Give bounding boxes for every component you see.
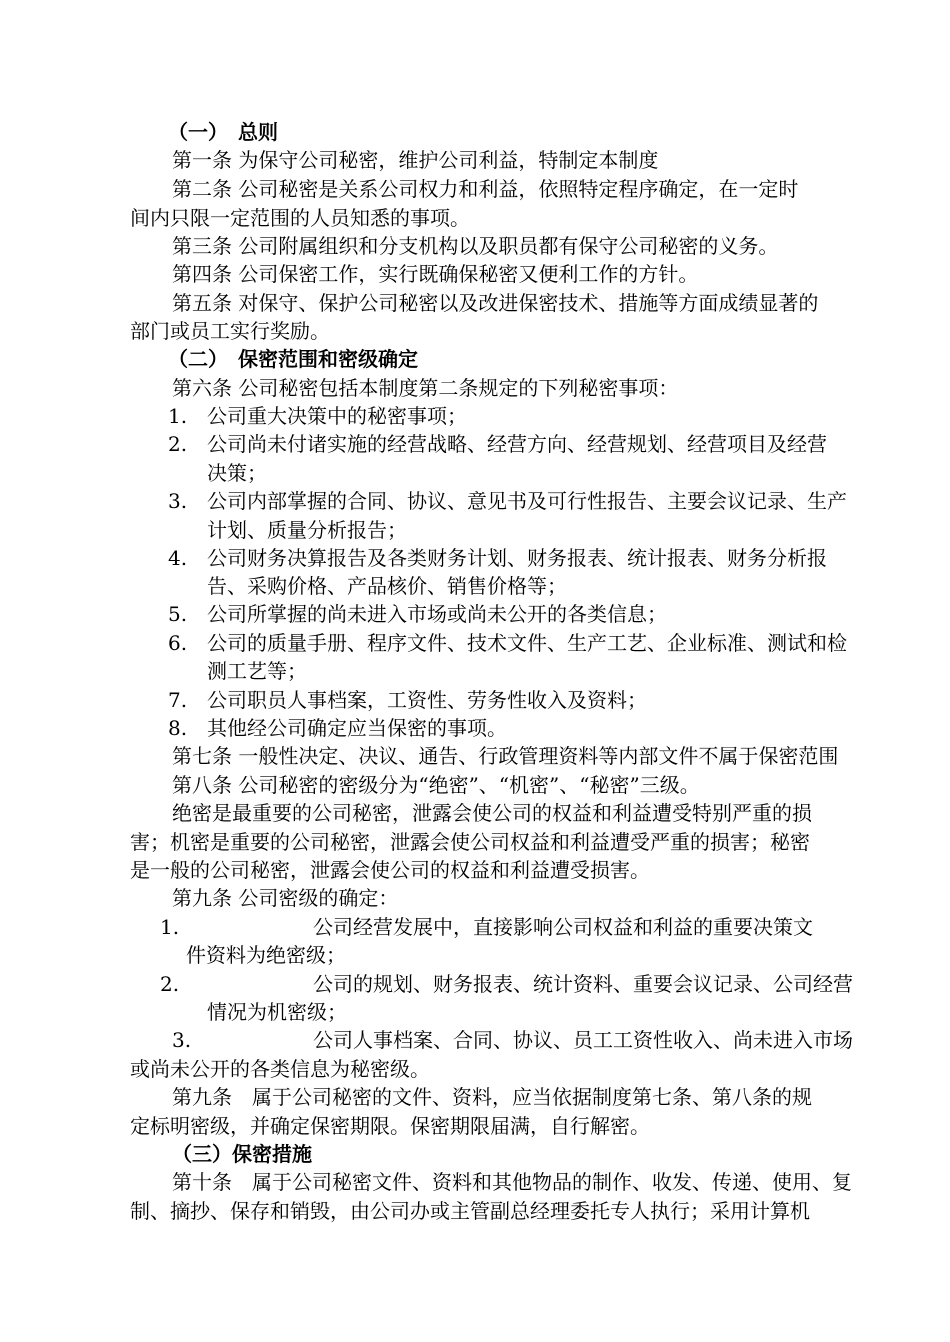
article-5-line-2: 部门或员工实行奖励。 — [130, 319, 330, 343]
article-6: 第六条 公司秘密包括本制度第二条规定的下列秘密事项： — [172, 376, 679, 400]
list-item-continuation: 测工艺等； — [207, 659, 307, 683]
list-item-number: 3. — [168, 489, 188, 513]
article-4: 第四条 公司保密工作，实行既确保秘密又便利工作的方针。 — [172, 262, 699, 286]
list-item-number: 6. — [168, 631, 188, 655]
article-9: 第九条 公司密级的确定： — [172, 886, 399, 910]
article-9b-line-1: 第九条 属于公司秘密的文件、资料，应当依据制度第七条、第八条的规 — [172, 1085, 812, 1109]
section-heading-scope: （二） 保密范围和密级确定 — [168, 347, 418, 371]
list-item-continuation: 情况为机密级； — [207, 1000, 347, 1024]
article-2-line-2: 间内只限一定范围的人员知悉的事项。 — [130, 206, 470, 230]
article-7: 第七条 一般性决定、决议、通告、行政管理资料等内部文件不属于保密范围 — [172, 744, 839, 768]
list-item-number: 2. — [160, 972, 180, 996]
list-item-number: 2. — [168, 432, 188, 456]
list-item-number: 3. — [172, 1028, 192, 1052]
list-item-continuation: 告、采购价格、产品核价、销售价格等； — [207, 574, 567, 598]
list-item: 公司的质量手册、程序文件、技术文件、生产工艺、企业标准、测试和检 — [207, 631, 847, 655]
list-item: 公司人事档案、合同、协议、员工工资性收入、尚未进入市场 — [313, 1028, 853, 1052]
paragraph-line-2: 害；机密是重要的公司秘密，泄露会使公司权益和利益遭受严重的损害；秘密 — [130, 830, 810, 854]
paragraph-line-3: 是一般的公司秘密，泄露会使公司的权益和利益遭受损害。 — [130, 858, 650, 882]
article-10-line-1: 第十条 属于公司秘密文件、资料和其他物品的制作、收发、传递、使用、复 — [172, 1170, 852, 1194]
list-item: 公司经营发展中，直接影响公司权益和利益的重要决策文 — [313, 915, 813, 939]
article-8: 第八条 公司秘密的密级分为“绝密”、“机密”、“秘密”三级。 — [172, 773, 700, 797]
list-item: 公司的规划、财务报表、统计资料、重要会议记录、公司经营 — [313, 972, 853, 996]
article-9b-line-2: 定标明密级，并确定保密期限。保密期限届满，自行解密。 — [130, 1114, 650, 1138]
list-item-number: 1. — [160, 915, 180, 939]
list-item: 公司重大决策中的秘密事项； — [207, 404, 467, 428]
paragraph-line-1: 绝密是最重要的公司秘密，泄露会使公司的权益和利益遭受特别严重的损 — [172, 801, 812, 825]
list-item: 公司尚未付诸实施的经营战略、经营方向、经营规划、经营项目及经营 — [207, 432, 827, 456]
list-item-number: 4. — [168, 546, 188, 570]
list-item-continuation: 决策； — [207, 461, 267, 485]
article-10-line-2: 制、摘抄、保存和销毁，由公司办或主管副总经理委托专人执行；采用计算机 — [130, 1199, 810, 1223]
list-item: 公司内部掌握的合同、协议、意见书及可行性报告、主要会议记录、生产 — [207, 489, 847, 513]
article-2-line-1: 第二条 公司秘密是关系公司权力和利益，依照特定程序确定，在一定时 — [172, 177, 799, 201]
article-5-line-1: 第五条 对保守、保护公司秘密以及改进保密技术、措施等方面成绩显著的 — [172, 291, 819, 315]
list-item-number: 7. — [168, 688, 188, 712]
section-heading-measures: （三）保密措施 — [172, 1142, 312, 1166]
list-item-continuation: 计划、质量分析报告； — [207, 518, 407, 542]
list-item-number: 8. — [168, 716, 188, 740]
list-item-continuation: 件资料为绝密级； — [186, 943, 346, 967]
list-item: 其他经公司确定应当保密的事项。 — [207, 716, 507, 740]
list-item: 公司财务决算报告及各类财务计划、财务报表、统计报表、财务分析报 — [207, 546, 827, 570]
article-1: 第一条 为保守公司秘密，维护公司利益，特制定本制度 — [172, 148, 659, 172]
list-item: 公司职员人事档案，工资性、劳务性收入及资料； — [207, 688, 647, 712]
section-heading-general: （一） 总则 — [168, 120, 278, 144]
list-item-continuation: 或尚未公开的各类信息为秘密级。 — [130, 1057, 430, 1081]
list-item: 公司所掌握的尚未进入市场或尚未公开的各类信息； — [207, 602, 667, 626]
list-item-number: 5. — [168, 602, 188, 626]
list-item-number: 1. — [168, 404, 188, 428]
article-3: 第三条 公司附属组织和分支机构以及职员都有保守公司秘密的义务。 — [172, 234, 779, 258]
